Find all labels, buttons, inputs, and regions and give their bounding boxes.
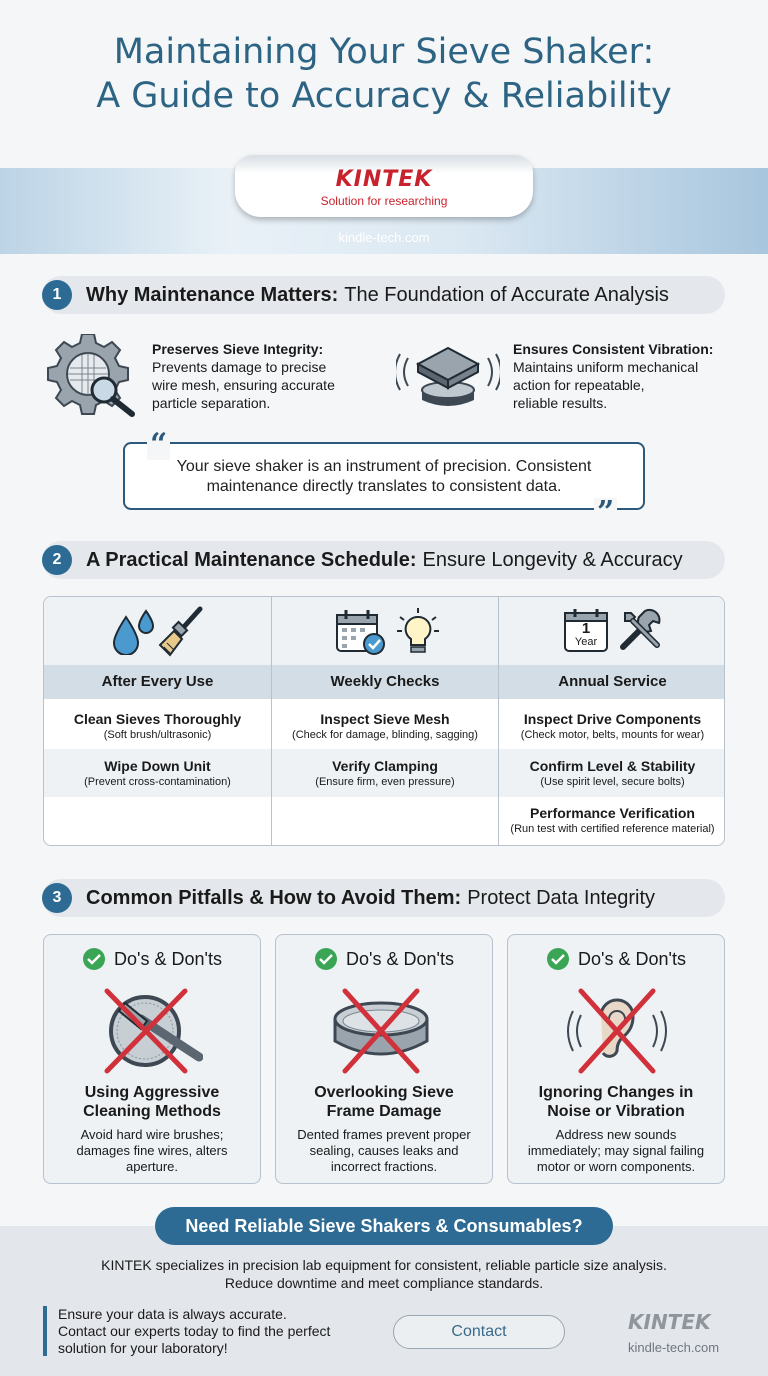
card-desc-line: motor or worn components. bbox=[536, 1159, 696, 1174]
task-title: Inspect Sieve Mesh bbox=[320, 711, 450, 727]
feature-text-line: Prevents damage to precise bbox=[152, 359, 327, 375]
brand-site[interactable]: kindle-tech.com bbox=[338, 230, 430, 245]
card-desc-line: incorrect fractions. bbox=[330, 1159, 438, 1174]
brush-icon bbox=[158, 605, 204, 657]
title-line-2: A Guide to Accuracy & Reliability bbox=[96, 76, 672, 116]
task-title: Verify Clamping bbox=[332, 758, 438, 774]
feature-text-line: particle separation. bbox=[152, 395, 271, 411]
section-1-header bbox=[42, 276, 725, 314]
footer-site-link[interactable]: kindle-tech.com bbox=[628, 1340, 720, 1355]
card-desc-line: Address new sounds bbox=[555, 1127, 677, 1142]
task-detail: (Run test with certified reference material) bbox=[510, 823, 715, 835]
section-3-header bbox=[42, 879, 725, 917]
footer-contact-line: Ensure your data is always accurate. bbox=[58, 1306, 287, 1322]
task-detail: (Check motor, belts, mounts for wear) bbox=[520, 729, 705, 741]
close-quote-icon: ” bbox=[594, 498, 617, 528]
vibration-platform-icon bbox=[396, 334, 500, 412]
section-2-heading-bold: A Practical Maintenance Schedule: bbox=[86, 548, 417, 571]
brand-tagline: Solution for researching bbox=[320, 194, 448, 208]
title-line-1: Maintaining Your Sieve Shaker: bbox=[113, 32, 655, 72]
cta-banner: Need Reliable Sieve Shakers & Consumables? bbox=[155, 1207, 613, 1245]
calendar-number: 1 bbox=[581, 620, 591, 637]
task-detail: (Use spirit level, secure bolts) bbox=[540, 776, 685, 788]
card-desc-line: aperture. bbox=[125, 1159, 179, 1174]
check-circle-icon bbox=[314, 947, 338, 971]
card-title-line: Overlooking Sieve bbox=[314, 1084, 454, 1101]
open-quote-icon: “ bbox=[147, 430, 170, 460]
footer-kintek-logo: KINTEK bbox=[628, 1310, 711, 1334]
card-title-line: Cleaning Methods bbox=[83, 1103, 221, 1120]
task-title: Wipe Down Unit bbox=[104, 758, 211, 774]
section-2-heading-rest: Ensure Longevity & Accuracy bbox=[422, 548, 683, 571]
card-title-line: Ignoring Changes in bbox=[538, 1084, 694, 1101]
footer-text-line: Reduce downtime and meet compliance standards. bbox=[224, 1275, 544, 1291]
pitfall-card-noise-vibration bbox=[507, 934, 725, 1184]
feature-title: Ensures Consistent Vibration: bbox=[513, 341, 714, 357]
feature-text-line: wire mesh, ensuring accurate bbox=[152, 377, 335, 393]
card-title bbox=[508, 1083, 724, 1121]
card-label-text: Do's & Don'ts bbox=[114, 948, 222, 969]
kintek-logo: KINTEK bbox=[335, 167, 433, 192]
feature-text-line: reliable results. bbox=[513, 395, 608, 411]
feature-text-line: action for repeatable, bbox=[513, 377, 645, 393]
calendar-text: Year bbox=[574, 636, 598, 648]
task-detail: (Check for damage, blinding, sagging) bbox=[292, 729, 478, 741]
quote-line: maintenance directly translates to consistent data. bbox=[206, 478, 562, 495]
section-2-header bbox=[42, 541, 725, 579]
brush-on-sieve-crossed-icon bbox=[103, 985, 203, 1077]
feature-sieve-integrity bbox=[152, 340, 335, 412]
maintenance-schedule-table bbox=[43, 596, 725, 846]
task-clean-sieves bbox=[44, 702, 271, 750]
lightbulb-icon bbox=[396, 607, 440, 657]
card-description bbox=[508, 1127, 724, 1175]
section-2-number: 2 bbox=[42, 545, 72, 575]
section-3-heading-rest: Protect Data Integrity bbox=[467, 886, 656, 909]
ear-sound-crossed-icon bbox=[567, 985, 667, 1077]
gear-magnifier-icon bbox=[46, 334, 138, 418]
column-header: Weekly Checks bbox=[272, 665, 498, 699]
pitfall-card-frame-damage bbox=[275, 934, 493, 1184]
schedule-column-annual bbox=[498, 597, 725, 846]
card-desc-line: sealing, causes leaks and bbox=[309, 1143, 459, 1158]
card-title bbox=[44, 1083, 260, 1121]
column-icons bbox=[272, 597, 498, 665]
task-wipe-unit bbox=[44, 749, 271, 797]
feature-consistent-vibration bbox=[513, 340, 713, 412]
sieve-frame-crossed-icon bbox=[331, 985, 431, 1077]
task-detail: (Prevent cross-contamination) bbox=[84, 776, 231, 788]
pitfall-card-aggressive-cleaning bbox=[43, 934, 261, 1184]
task-detail: (Soft brush/ultrasonic) bbox=[103, 729, 212, 741]
task-inspect-drive bbox=[499, 702, 725, 750]
card-title-line: Using Aggressive bbox=[84, 1084, 220, 1101]
card-description bbox=[276, 1127, 492, 1175]
card-label-text: Do's & Don'ts bbox=[578, 948, 686, 969]
footer-contact-text bbox=[58, 1306, 378, 1357]
section-1-heading-rest: The Foundation of Accurate Analysis bbox=[344, 283, 669, 306]
contact-button[interactable]: Contact bbox=[393, 1315, 565, 1349]
footer-accent-bar bbox=[43, 1306, 47, 1356]
task-title: Clean Sieves Thoroughly bbox=[73, 711, 242, 727]
card-label bbox=[44, 947, 260, 971]
brand-ribbon bbox=[235, 155, 533, 217]
footer-description bbox=[0, 1256, 768, 1292]
page-title bbox=[0, 30, 768, 118]
card-description bbox=[44, 1127, 260, 1175]
section-3-number: 3 bbox=[42, 883, 72, 913]
card-label bbox=[276, 947, 492, 971]
card-desc-line: damages fine wires, alters bbox=[76, 1143, 228, 1158]
check-circle-icon bbox=[546, 947, 570, 971]
tools-icon bbox=[615, 605, 665, 655]
schedule-column-after-use bbox=[44, 597, 271, 846]
task-detail: (Ensure firm, even pressure) bbox=[315, 776, 455, 788]
column-icons bbox=[44, 597, 271, 665]
task-inspect-mesh bbox=[272, 702, 498, 750]
section-3-heading-bold: Common Pitfalls & How to Avoid Them: bbox=[86, 886, 462, 909]
footer-contact-line: solution for your laboratory! bbox=[58, 1340, 228, 1356]
task-title: Inspect Drive Components bbox=[523, 711, 702, 727]
card-desc-line: immediately; may signal failing bbox=[527, 1143, 705, 1158]
task-title: Performance Verification bbox=[530, 805, 695, 821]
feature-text-line: Maintains uniform mechanical bbox=[513, 359, 699, 375]
card-desc-line: Avoid hard wire brushes; bbox=[80, 1127, 224, 1142]
footer-contact-line: Contact our experts today to find the perfect bbox=[58, 1323, 331, 1339]
task-confirm-level bbox=[499, 749, 725, 797]
precision-quote bbox=[123, 442, 645, 510]
card-title bbox=[276, 1083, 492, 1121]
section-1-number: 1 bbox=[42, 280, 72, 310]
card-desc-line: Dented frames prevent proper bbox=[297, 1127, 471, 1142]
card-label bbox=[508, 947, 724, 971]
task-title: Confirm Level & Stability bbox=[529, 758, 696, 774]
card-title-line: Noise or Vibration bbox=[547, 1103, 685, 1120]
section-1-heading-bold: Why Maintenance Matters: bbox=[86, 283, 339, 306]
feature-title: Preserves Sieve Integrity: bbox=[152, 341, 324, 357]
task-verify-clamping bbox=[272, 749, 498, 797]
footer-text-line: KINTEK specializes in precision lab equipment for consistent, reliable particle size analysis. bbox=[101, 1257, 667, 1273]
card-title-line: Frame Damage bbox=[326, 1103, 442, 1120]
calendar-year-icon bbox=[563, 607, 609, 653]
column-header: After Every Use bbox=[44, 665, 271, 699]
check-circle-icon bbox=[82, 947, 106, 971]
schedule-column-weekly bbox=[271, 597, 498, 846]
quote-line: Your sieve shaker is an instrument of precision. Consistent bbox=[176, 458, 592, 475]
column-header: Annual Service bbox=[499, 665, 725, 699]
water-drops-icon bbox=[112, 607, 156, 655]
task-performance-verification bbox=[499, 796, 725, 844]
column-icons bbox=[499, 597, 725, 665]
calendar-check-icon bbox=[334, 607, 388, 657]
card-label-text: Do's & Don'ts bbox=[346, 948, 454, 969]
